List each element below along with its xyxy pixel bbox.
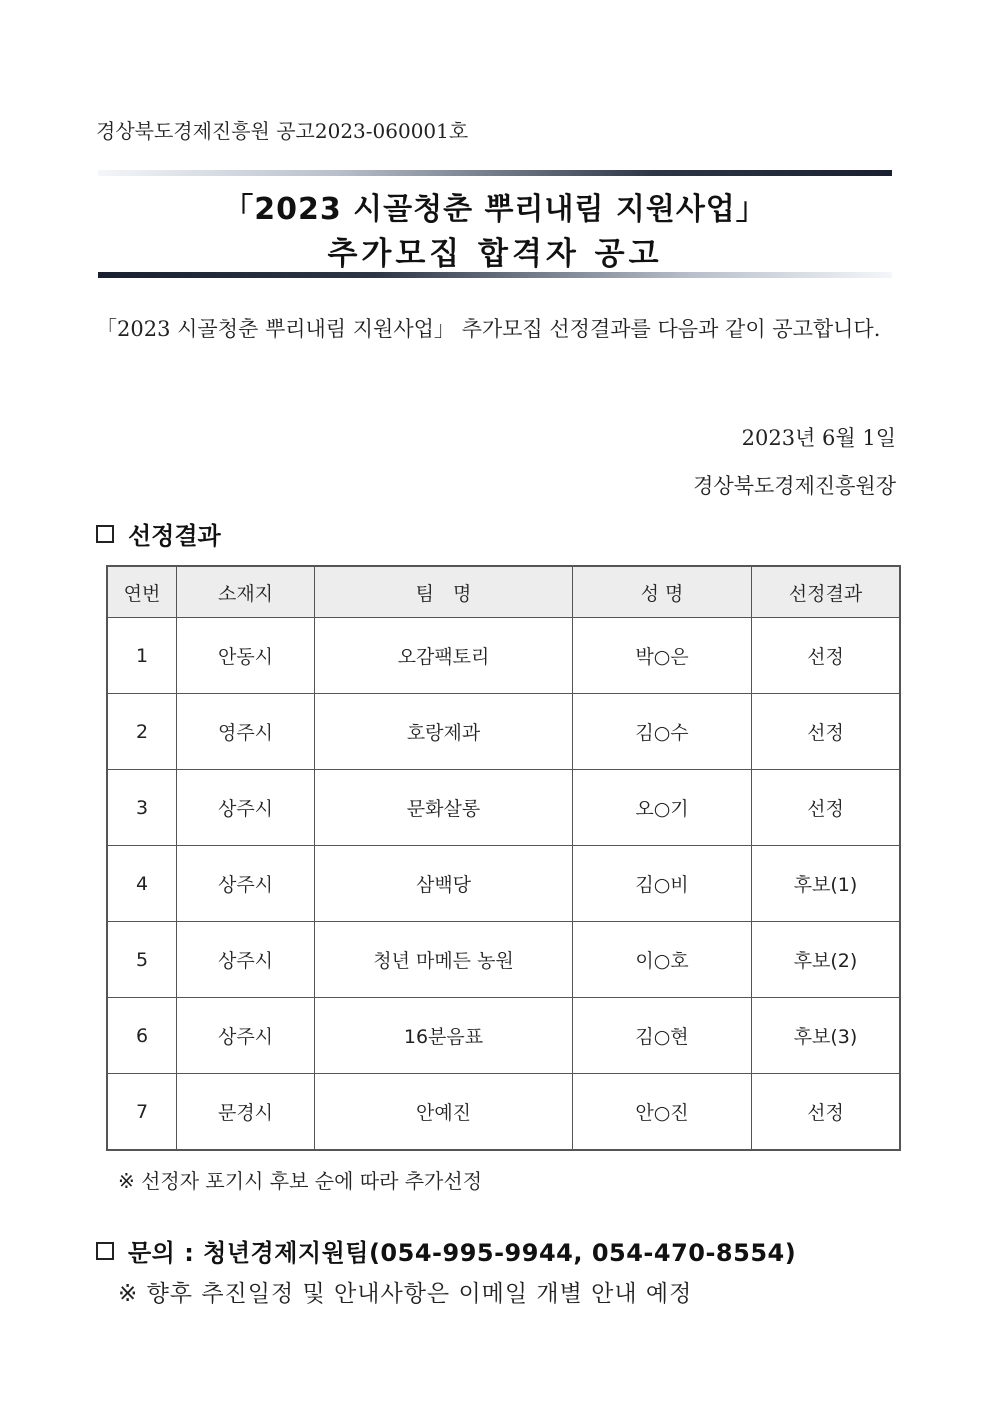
contact-heading (96, 1233, 796, 1268)
cell-name: 박○은 (573, 618, 752, 694)
cell-result: 선정 (752, 1074, 901, 1151)
issuer-name: 경상북도경제진흥원장 (693, 474, 896, 498)
table-row (107, 694, 900, 770)
intro-paragraph: 「2023 시골청춘 뿌리내림 지원사업」 추가모집 선정결과를 다음과 같이 공고합니다. (96, 317, 881, 341)
cell-location: 안동시 (177, 618, 315, 694)
cell-name: 안○진 (573, 1074, 752, 1151)
cell-name: 오○기 (573, 770, 752, 846)
cell-team: 호랑제과 (315, 694, 573, 770)
cell-no: 3 (107, 770, 177, 846)
cell-location: 상주시 (177, 846, 315, 922)
cell-result: 선정 (752, 694, 901, 770)
checkbox-square-icon (96, 525, 114, 543)
column-header-no: 연번 (107, 566, 177, 618)
cell-result: 선정 (752, 770, 901, 846)
cell-location: 영주시 (177, 694, 315, 770)
table-row (107, 922, 900, 998)
cell-name: 김○현 (573, 998, 752, 1074)
cell-result: 후보(2) (752, 922, 901, 998)
cell-no: 7 (107, 1074, 177, 1151)
cell-team: 안예진 (315, 1074, 573, 1151)
selection-note: ※ 선정자 포기시 후보 순에 따라 추가선정 (118, 1169, 483, 1193)
table-row (107, 618, 900, 694)
results-heading (96, 516, 221, 551)
cell-result: 후보(1) (752, 846, 901, 922)
table-row (107, 998, 900, 1074)
cell-result: 후보(3) (752, 998, 901, 1074)
table-header-row (107, 566, 900, 618)
title-rule-bottom (98, 272, 892, 278)
document-number: 경상북도경제진흥원 공고2023-060001호 (96, 119, 469, 143)
table-row (107, 846, 900, 922)
column-header-name: 성 명 (573, 566, 752, 618)
cell-name: 김○비 (573, 846, 752, 922)
cell-team: 16분음표 (315, 998, 573, 1074)
title-box (98, 170, 892, 278)
cell-location: 상주시 (177, 922, 315, 998)
schedule-note: ※ 향후 추진일정 및 안내사항은 이메일 개별 안내 예정 (118, 1281, 693, 1307)
cell-result: 선정 (752, 618, 901, 694)
column-header-location: 소재지 (177, 566, 315, 618)
cell-team: 문화살롱 (315, 770, 573, 846)
cell-team: 삼백당 (315, 846, 573, 922)
cell-location: 상주시 (177, 998, 315, 1074)
column-header-team: 팀 명 (315, 566, 573, 618)
cell-no: 4 (107, 846, 177, 922)
cell-no: 5 (107, 922, 177, 998)
results-table (106, 565, 901, 1151)
title-rule-top (98, 170, 892, 176)
table-row (107, 1074, 900, 1151)
results-heading-label: 선정결과 (128, 522, 221, 550)
cell-location: 문경시 (177, 1074, 315, 1151)
cell-no: 2 (107, 694, 177, 770)
cell-location: 상주시 (177, 770, 315, 846)
column-header-result: 선정결과 (752, 566, 901, 618)
cell-team: 오감팩토리 (315, 618, 573, 694)
table-row (107, 770, 900, 846)
title-line-2: 추가모집 합격자 공고 (327, 236, 663, 272)
cell-name: 이○호 (573, 922, 752, 998)
title-line-1: 「2023 시골청춘 뿌리내림 지원사업」 (223, 192, 767, 227)
checkbox-square-icon (96, 1242, 114, 1260)
cell-team: 청년 마메든 농원 (315, 922, 573, 998)
cell-no: 1 (107, 618, 177, 694)
cell-name: 김○수 (573, 694, 752, 770)
announcement-date: 2023년 6월 1일 (741, 426, 896, 450)
contact-heading-label: 문의 : 청년경제지원팀(054-995-9944, 054-470-8554) (128, 1239, 797, 1267)
cell-no: 6 (107, 998, 177, 1074)
